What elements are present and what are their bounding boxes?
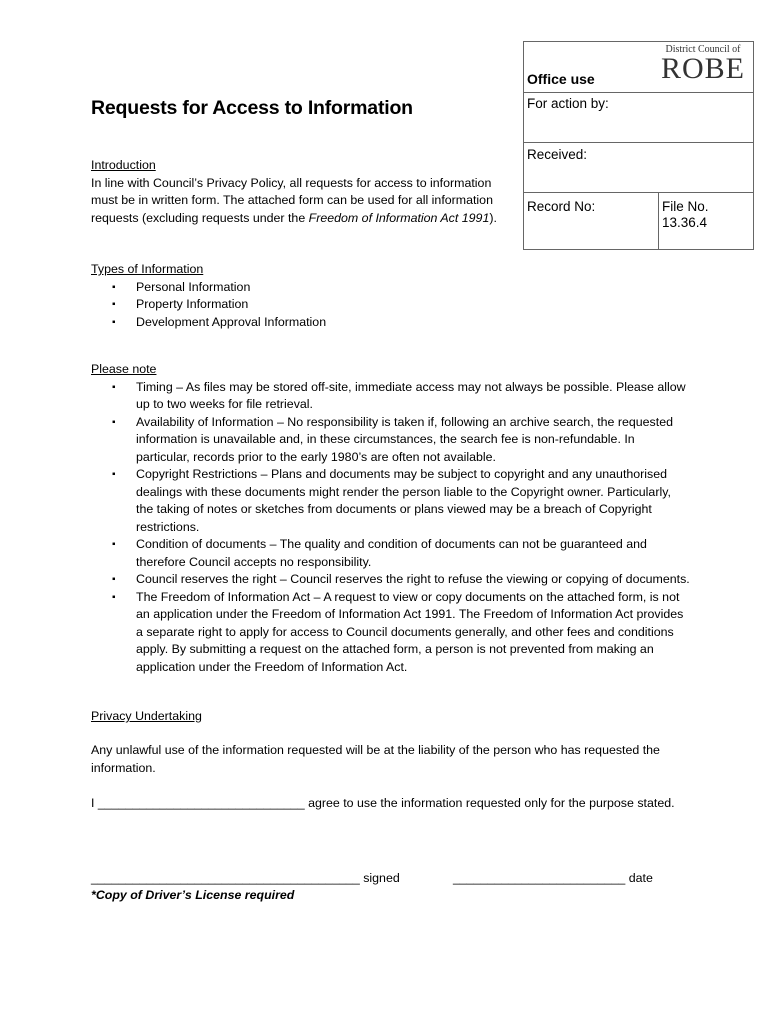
date-blank[interactable]: _________________________ (453, 871, 626, 885)
list-item: ▪ Availability of Information – No responsibility is taken if, following an archive search, the requested information is unavailable and, in these circumstances, the search fee is non-refundable. In particular, records prior to the early 1980’s are often not available. (91, 414, 691, 467)
privacy-heading: Privacy Undertaking (91, 709, 202, 723)
signature-blank[interactable]: _______________________________________ (91, 871, 360, 885)
office-use-heading: Office use (527, 71, 595, 87)
signature-line (91, 870, 400, 888)
agree-statement: I ______________________________ agree to use the information requested only for the purpose stated. (91, 796, 675, 810)
record-row (524, 193, 753, 250)
date-label: date (628, 871, 653, 885)
list-item: ▪ Condition of documents – The quality and condition of documents can not be guaranteed and therefore Council accepts no responsibility. (91, 536, 691, 571)
received-label: Received: (527, 147, 588, 162)
received-row (524, 143, 753, 193)
types-section (91, 261, 491, 331)
office-use-header (524, 42, 753, 93)
list-item: ▪ Copyright Restrictions – Plans and documents may be subject to copyright and any unauthorised dealings with these documents might render the person liable to the Copyright owner. Particularly, the taking of notes or sketches from documents or plans viewed may be a breach of Copyright restrictions. (91, 466, 691, 536)
types-list (91, 279, 491, 332)
please-note-section (91, 361, 691, 676)
introduction-heading: Introduction (91, 158, 156, 172)
office-use-box (523, 41, 754, 250)
please-note-list (91, 379, 691, 677)
name-blank[interactable]: ______________________________ (97, 796, 305, 810)
file-no-value: 13.36.4 (662, 215, 708, 230)
list-item: ▪ Property Information (91, 296, 491, 314)
list-item: ▪ The Freedom of Information Act – A request to view or copy documents on the attached form, is not an application under the Freedom of Information Act 1991. The Freedom of Information Act provides a separate right to apply for access to Council documents generally, and other fees and conditions apply. By submitting a request on the attached form, a person is not prevented from making an application under the Freedom of Information Act. (91, 589, 691, 677)
for-action-row (524, 93, 753, 143)
list-item: ▪ Council reserves the right – Council reserves the right to refuse the viewing or copying of documents. (91, 571, 691, 589)
list-item: ▪ Development Approval Information (91, 314, 491, 332)
for-action-label: For action by: (527, 96, 609, 111)
introduction-text: In line with Council’s Privacy Policy, all requests for access to information must be in written form. The attached form can be used for all information requests (excluding requests under the Freedom of Information Act 1991). (91, 175, 497, 225)
council-logo: District Council of ROBE (660, 44, 745, 85)
signed-label: signed (363, 871, 400, 885)
introduction-section (91, 157, 511, 227)
license-footnote: *Copy of Driver’s License required (91, 888, 295, 902)
please-note-heading: Please note (91, 362, 157, 376)
page-title: Requests for Access to Information (91, 97, 413, 119)
list-item: ▪ Timing – As files may be stored off-site, immediate access may not always be possible. Please allow up to two weeks for file retrieval. (91, 379, 691, 414)
record-no-label: Record No: (527, 199, 596, 214)
file-no-label: File No. (662, 199, 709, 214)
list-item: ▪ Personal Information (91, 279, 491, 297)
types-heading: Types of Information (91, 262, 204, 276)
liability-text: Any unlawful use of the information requested will be at the liability of the person who has requested the information. (91, 743, 660, 775)
cell-divider (658, 193, 659, 250)
date-line (453, 870, 653, 888)
